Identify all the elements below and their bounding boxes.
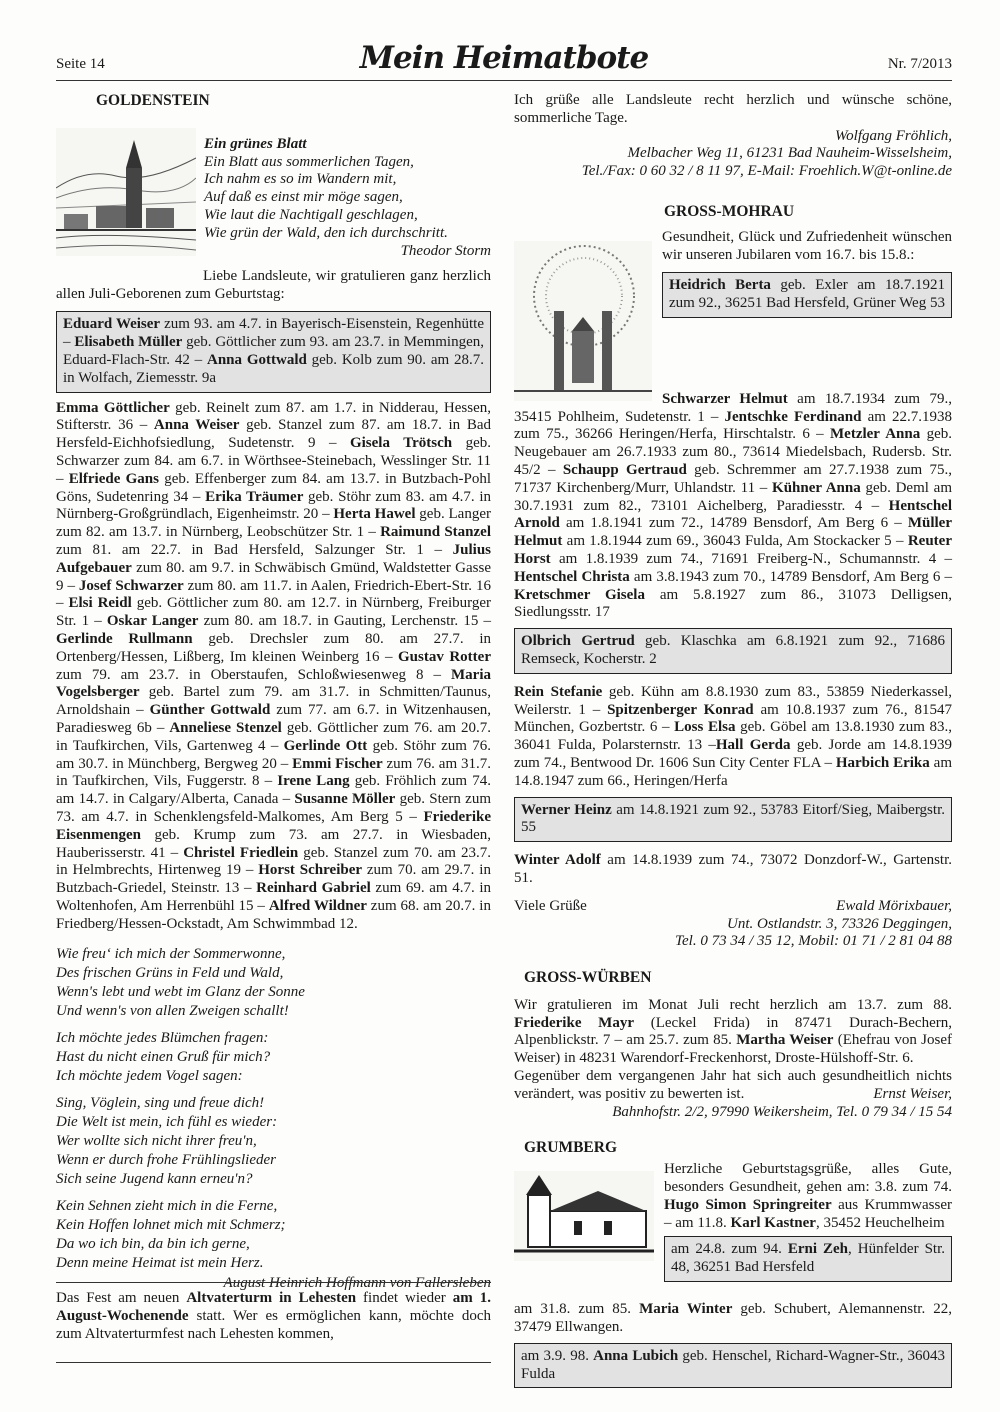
storm-poem-author: Theodor Storm — [400, 242, 491, 259]
grumberg-church-illustration — [514, 1171, 654, 1261]
storm-poem-line: Wie laut die Nachtigall geschlagen, — [204, 206, 418, 223]
storm-poem-line: Ich nahm es so im Wandern mit, — [204, 171, 397, 188]
gross-mohrau-box-3: Werner Heinz am 14.8.1921 zum 92., 53783 Eitorf/Sieg, Maibergstr. 55 — [514, 797, 952, 843]
section-title-goldenstein: GOLDENSTEIN — [96, 92, 210, 109]
gross-mohrau-intro-wrap — [662, 229, 952, 318]
grumberg-text-wrap — [664, 1161, 952, 1282]
signature-line: Unt. Ostlandstr. 3, 73326 Deggingen, — [727, 915, 952, 932]
section-title-grumberg: GRUMBERG — [524, 1139, 617, 1157]
fest-text: Das Fest am neuen Altvaterturm in Lehesten findet wieder am 1. August-Wochenende statt. Wer es ermöglichen kann, möchte doch zum Altvaterturmfest nach Lehesten kommen, — [56, 1290, 491, 1342]
highlight-box: Eduard Weiser zum 93. am 4.7. in Bayerisch-Eisenstein, Regenhütte – Elisabeth Müller geb. Göttlicher zum 93. am 23.7. in Memmingen, Eduard-Flach-Str. 42 – Anna Gottwald geb. Kolb zum 90. am 28.7. in Wolfach, Ziemesstr. 9a — [56, 311, 491, 392]
gross-mohrau-list-3: Winter Adolf am 14.8.1939 zum 74., 73072 Donzdorf-W., Gartenstr. 51. — [514, 852, 952, 886]
froehlich-greeting: Ich grüße alle Landsleute recht herzlich und wünsche schöne, sommerliche Tage. — [514, 92, 952, 126]
storm-poem-lines — [204, 154, 491, 243]
poem-line: Denn meine Heimat ist mein Herz. — [56, 1255, 264, 1272]
signature-line: Melbacher Weg 11, 61231 Bad Nauheim-Wisselsheim, — [627, 145, 952, 162]
gross-mohrau-intro: Gesundheit, Glück und Zufriedenheit wünschen wir unseren Jubilaren vom 16.7. bis 15.8.: — [662, 228, 952, 263]
poem-line: Die Welt ist mein, ich fühl es wieder: — [56, 1114, 278, 1131]
poem-stanza — [56, 1094, 491, 1189]
fest-rule-bottom — [56, 1362, 491, 1363]
storm-poem — [204, 136, 491, 261]
poem-stanza — [56, 1197, 491, 1273]
signature-line: Tel./Fax: 0 60 32 / 8 11 97, E-Mail: Froehlich.W@t-online.de — [581, 163, 952, 180]
storm-poem-line: Auf daß es einst mir möge sagen, — [204, 189, 403, 206]
section-title-gross-wuerben: GROSS-WÜRBEN — [524, 969, 652, 987]
poem-line: Wenn's lebt und webt im Glanz der Sonne — [56, 984, 305, 1001]
poem-line: Wenn er durch frohe Frühlingslieder — [56, 1152, 276, 1169]
poem-line: Da wo ich bin, da bin ich gerne, — [56, 1236, 250, 1253]
goldenstein-intro: Liebe Landsleute, wir gratulieren ganz herzlich allen Juli-Geborenen zum Geburtstag: — [56, 267, 491, 302]
storm-poem-line: Ein Blatt aus sommerlichen Tagen, — [204, 153, 414, 170]
gross-mohrau-list-1: Schwarzer Helmut am 18.7.1934 zum 79., 35415 Pohlheim, Sudetenstr. 1 – Jentschke Ferdinand am 22.7.1938 zum 75., 36266 Heringen/Herfa, Hirschtalstr. 6 – Metzler Anna geb. Neugebauer am 26.7.1933 zum 80., 73614 Miedelsbach, Rudersb. Str. 45/2 – Schaupp Gertraud geb. Schremmer am 27.7.1938 zum 75., 71737 Kirchenberg/Murr, Uhlandstr. 11 – Kühner Anna geb. Deml am 30.7.1931 zum 82., 73101 Aichelberg, Paradiesstr. 4 – Hentschel Arnold am 1.8.1941 zum 72., 14789 Bensdorf, Am Berg 6 – Müller Helmut am 1.8.1944 zum 69., 36043 Fulda, Am Stockacker 5 – Reuter Horst am 1.8.1939 zum 74., 71691 Freiberg-N., Schumannstr. 4 – Hentschel Christa am 3.8.1943 zum 70., 14789 Bensdorf, Am Berg 6 – Kretschmer Gisela am 5.8.1927 zum 86., 31073 Delligsen, Siedlungsstr. 17 — [514, 390, 952, 621]
tree-shrine-illustration — [514, 241, 652, 401]
poem-line: Kein Sehnen zieht mich in die Ferne, — [56, 1198, 278, 1215]
fallersleben-poem-author: August Heinrich Hoffmann von Fallersleben — [223, 1275, 491, 1292]
weiser-signature-address: Bahnhofstr. 2/2, 97990 Weikersheim, Tel. 0 79 34 / 15 54 — [612, 1103, 952, 1120]
masthead: Mein Heimatbote — [359, 40, 649, 76]
fest-rule-top — [56, 1282, 491, 1283]
grumberg-box-2: am 3.9. 98. Anna Lubich geb. Henschel, Richard-Wagner-Str., 36043 Fulda — [514, 1343, 952, 1389]
poem-line: Sing, Vöglein, sing und freue dich! — [56, 1095, 265, 1112]
grumberg-text-2: am 31.8. zum 85. Maria Winter geb. Schubert, Alemannenstr. 22, 37479 Ellwangen. — [514, 1301, 952, 1336]
grumberg-top — [514, 1161, 952, 1293]
poem-line: Wie freu‘ ich mich der Sommerwonne, — [56, 946, 286, 963]
gross-wuerben-text-2 — [514, 1068, 952, 1104]
poem-line: Hast du nicht einen Gruß für mich? — [56, 1049, 271, 1066]
fest-notice — [56, 1290, 491, 1343]
poem-line: Sich seine Jugend kann erneu'n? — [56, 1171, 253, 1188]
page-header — [56, 40, 952, 80]
signature-line: Wolfgang Fröhlich, — [835, 127, 952, 144]
moerixbauer-signature-block — [514, 898, 952, 951]
weiser-signature-name: Ernst Weiser, — [873, 1085, 952, 1102]
village-church-illustration — [56, 128, 196, 256]
section-title-gross-mohrau: GROSS-MOHRAU — [664, 202, 795, 220]
goldenstein-birthdays: Emma Göttlicher geb. Reinelt zum 87. am 1.7. in Nidderau, Hessen, Stifterstr. 36 – Anna Weiser geb. Stanzel zum 87. am 18.7. in Bad Hersfeld-Eichhofsiedlung, Sudetenstr. 9 – Gisela Trötsch geb. Schwarzer zum 84. am 6.7. in Wörthsee-Steinebach, Wesslinger Str. 11 – Elfriede Gans geb. Effenberger zum 84. am 13.7. in Butzbach-Pohl Göns, Sudetenring 34 – Erika Träumer geb. Stöhr zum 83. am 4.7. in Nürnberg-Großgründlach, Eigenheimstr. 20 – Herta Hawel geb. Langer zum 82. am 13.7. in Nürnberg, Leobschützer Str. 1 – Raimund Stanzel zum 81. am 22.7. in Bad Hersfeld, Salzunger Str. 1 – Julius Aufgebauer zum 80. am 9.7. in Schwäbisch Gmünd, Waldstetter Gasse 9 – Josef Schwarzer zum 80. am 11.7. in Aalen, Friedrich-Ebert-Str. 16 – Elsi Reidl geb. Göttlicher zum 80. am 12.7. in Nürnberg, Freiburger Str. 1 – Oskar Langer zum 80. am 18.7. in Gauting, Lerchenstr. 15 – Gerlinde Rullmann geb. Drechsler zum 80. am 27.7. in Ortenberg/Hessen, Lißberg, Im kleinen Weinberg 16 – Gustav Rotter zum 79. am 23.7. in Oberstaufen, Schloßwiesenweg 8 – Maria Vogelsberger geb. Bartel zum 79. am 31.7. in Schmitten/Taunus, Arnoldshain – Günther Gottwald zum 77. am 6.7. in Witzenhausen, Paradiesweg 6b – Anneliese Stenzel geb. Göttlicher zum 76. am 20.7. in Taufkirchen, Vils, Gartenweg 4 – Gerlinde Ott geb. Stöhr zum 76. am 30.7. in Münchberg, Bergweg 20 – Emmi Fischer zum 76. am 31.7. in Taufkirchen, Vils, Fuggerstr. 8 – Irene Lang geb. Fröhlich zum 74. am 14.7. in Calgary/Alberta, Canada – Susanne Möller geb. Stern zum 73. am 4.7. in Schenklengsfeld-Malkomes, Am Berg 5 – Friederike Eisenmengen geb. Krump zum 73. am 27.7. in Wiesbaden, Hauberisserstr. 41 – Christel Friedlein geb. Stanzel zum 70. am 23.7. in Helmbrechts, Hirtenweg 19 – Horst Schreiber zum 70. am 29.7. in Butzbach-Griedel, Steinstr. 13 – Reinhard Gabriel zum 69. am 4.7. in Woltenhofen, Am Herrenbühl 15 – Alfred Wildner zum 68. am 20.7. in Friedberg/Hessen-Ockstadt, Am Schwimmbad 12. — [56, 399, 492, 932]
fallersleben-poem — [56, 945, 491, 1273]
signature-line: Ewald Mörixbauer, — [836, 897, 952, 914]
gross-mohrau-list-2: Rein Stefanie geb. Kühn am 8.8.1930 zum 83., 53859 Niederkassel, Weilerstr. 1 – Spitzenberger Konrad am 10.8.1937 zum 76., 81547 München, Gozbertstr. 6 – Loss Elsa geb. Göbel am 13.8.1930 zum 83., 36041 Fulda, Polarsternstr. 13 –Hall Gerda geb. Jorde am 14.8.1939 zum 74., Bentwood Dr. 1606 Sun City Center FLA – Harbich Erika am 14.8.1947 zum 66., Heringen/Herfa — [514, 683, 952, 789]
poem-line: Kein Hoffen lohnet mich mit Schmerz; — [56, 1217, 286, 1234]
grumberg-box-1: am 24.8. zum 94. Erni Zeh, Hünfelder Str. 48, 36251 Bad Hersfeld — [664, 1236, 952, 1282]
gross-mohrau-top — [514, 229, 952, 389]
signature-line: Tel. 0 73 34 / 35 12, Mobil: 01 71 / 2 81 04 88 — [675, 933, 952, 950]
header-rule — [56, 80, 952, 81]
page-number: Seite 14 — [56, 56, 105, 72]
storm-poem-title: Ein grünes Blatt — [204, 135, 307, 152]
poem-line: Wer wollte sich nicht ihrer freu'n, — [56, 1133, 257, 1150]
poem-line: Ich möchte jedem Vogel sagen: — [56, 1068, 243, 1085]
right-column — [514, 92, 952, 1388]
gross-mohrau-box-1: Heidrich Berta geb. Exler am 18.7.1921 zum 92., 36251 Bad Hersfeld, Grüner Weg 53 — [662, 272, 952, 318]
issue-number: Nr. 7/2013 — [887, 56, 952, 72]
storm-poem-block — [56, 110, 491, 260]
gross-mohrau-box-2: Olbrich Gertrud geb. Klaschka am 6.8.1921 zum 92., 71686 Remseck, Kocherstr. 2 — [514, 628, 952, 674]
closing-greeting: Viele Grüße — [514, 897, 587, 914]
grumberg-text: Herzliche Geburtstagsgrüße, alles Gute, besonders Gesundheit, gehen am: 3.8. zum 74. Hugo Simon Springreiter aus Krummwasser – am 11.8. Karl Kastner, 35452 Heuchelheim — [664, 1161, 952, 1231]
poem-line: Ich möchte jedes Blümchen fragen: — [56, 1030, 269, 1047]
poem-line: Des frischen Grüns in Feld und Wald, — [56, 965, 284, 982]
poem-stanza — [56, 1029, 491, 1086]
left-column — [56, 92, 491, 1293]
poem-stanza — [56, 945, 491, 1021]
poem-line: Und wenn's von allen Zweigen schallt! — [56, 1003, 289, 1020]
gross-wuerben-remark: Gegenüber dem vergangenen Jahr hat sich auch gesundheitlich nichts verändert, was positiv zu bewerten ist. — [514, 1068, 952, 1102]
froehlich-signature — [514, 128, 952, 181]
gross-wuerben-text: Wir gratulieren im Monat Juli recht herzlich am 13.7. zum 88. Friederike Mayr (Leckel Frida) in 87471 Durach-Bechern, Alpenblickstr. 7 – am 25.7. zum 85. Martha Weiser (Ehefrau von Josef Weiser) in 48231 Warendorf-Freckenhorst, Droste-Hülshoff-Str. 6. — [514, 996, 952, 1067]
storm-poem-line: Wie grün der Wald, den ich durchschritt. — [204, 224, 448, 241]
